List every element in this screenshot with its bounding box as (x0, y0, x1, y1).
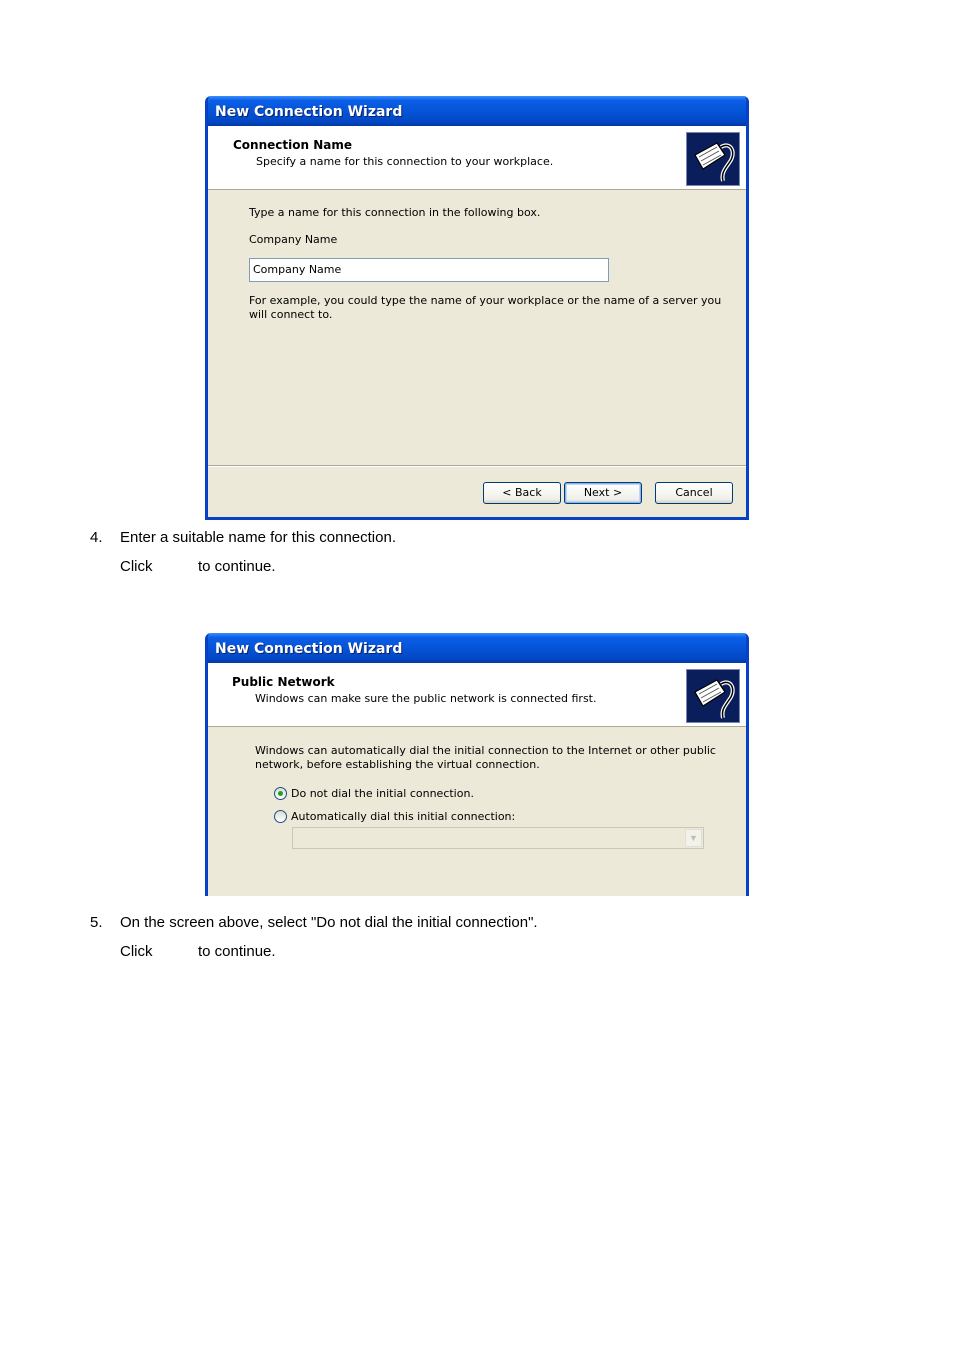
back-button[interactable]: < Back (483, 482, 561, 504)
header-subtitle: Specify a name for this connection to your workplace. (256, 155, 554, 168)
field-label: Company Name (249, 233, 338, 246)
header-subtitle: Windows can make sure the public network is connected first. (255, 692, 597, 705)
company-name-input[interactable]: Company Name (249, 258, 609, 282)
step-4-click: Click (120, 558, 153, 575)
radio-auto-dial[interactable] (274, 810, 515, 823)
example-text-1: For example, you could type the name of your workplace or the name of a server you (249, 294, 722, 307)
step-4-number: 4. (90, 529, 103, 546)
step-4-text: Enter a suitable name for this connection. (120, 529, 396, 546)
network-cable-icon (686, 132, 740, 186)
header-title: Connection Name (233, 138, 352, 152)
radio-label: Do not dial the initial connection. (291, 787, 474, 800)
next-button[interactable]: Next > (564, 482, 642, 504)
header-title: Public Network (232, 675, 335, 689)
description-text-1: Windows can automatically dial the initial connection to the Internet or other public (255, 744, 716, 757)
radio-label: Automatically dial this initial connection: (291, 810, 516, 823)
dialog-title: New Connection Wizard (205, 633, 749, 663)
radio-checked-icon (274, 787, 287, 800)
button-separator (208, 465, 746, 467)
network-cable-icon (686, 669, 740, 723)
step-5-click: Click (120, 943, 153, 960)
description-text-2: network, before establishing the virtual connection. (255, 758, 540, 771)
connection-name-dialog (205, 96, 749, 520)
example-text-2: will connect to. (249, 308, 333, 321)
step-5-text: On the screen above, select "Do not dial the initial connection". (120, 914, 538, 931)
public-network-dialog (205, 633, 749, 896)
chevron-down-icon: ▼ (685, 829, 702, 847)
cancel-button[interactable]: Cancel (655, 482, 733, 504)
radio-do-not-dial[interactable] (274, 787, 474, 800)
wizard-header (208, 663, 746, 727)
initial-connection-select (292, 827, 704, 849)
step-5-continue: to continue. (198, 943, 276, 960)
wizard-header (208, 126, 746, 190)
step-4-continue: to continue. (198, 558, 276, 575)
dialog-title: New Connection Wizard (205, 96, 749, 126)
radio-unchecked-icon (274, 810, 287, 823)
instruction-text: Type a name for this connection in the following box. (249, 206, 541, 219)
step-5-number: 5. (90, 914, 103, 931)
